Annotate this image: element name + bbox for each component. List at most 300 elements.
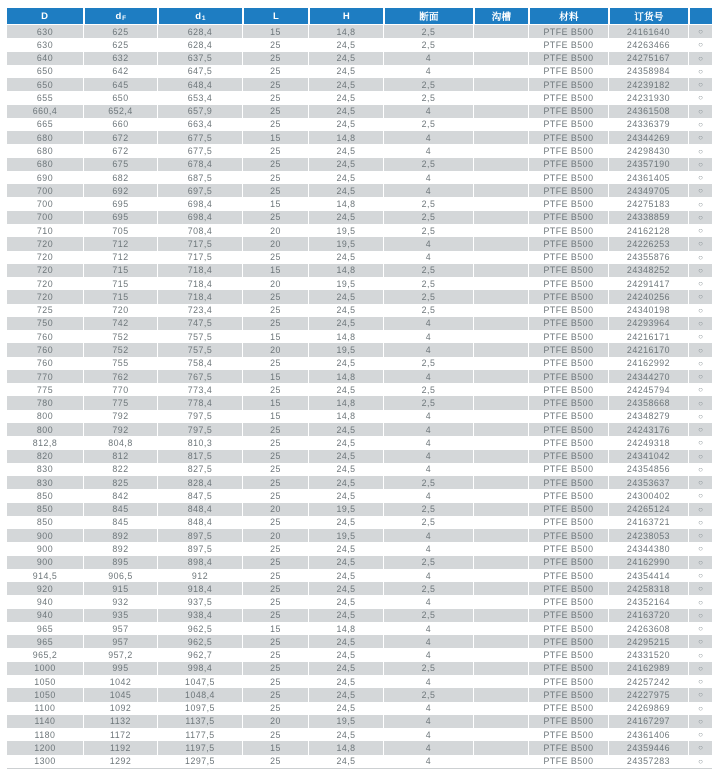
- cell-D: 830: [36, 477, 54, 488]
- cell-D: 650: [36, 79, 54, 90]
- cell-dF: 715: [83, 290, 157, 303]
- cell-material: PTFE B500: [528, 370, 608, 383]
- cell-material: PTFE B500: [528, 197, 608, 210]
- cell-order-number: 24291417: [608, 277, 688, 290]
- availability-circle-icon: ○: [688, 702, 712, 715]
- cell-dF: 822: [83, 463, 157, 476]
- cell-L: 25: [242, 595, 308, 608]
- cell-d1: 1297,5: [157, 755, 242, 768]
- column-header-label: d: [115, 10, 122, 22]
- availability-circle-icon: ○: [688, 476, 712, 489]
- cell-dF: 1292: [83, 755, 157, 768]
- cell-H: 14,8: [308, 25, 383, 38]
- cell-D: 665: [36, 119, 54, 130]
- cell-material: PTFE B500: [528, 675, 608, 688]
- table-row: [7, 755, 712, 768]
- cell-dF: 812: [83, 450, 157, 463]
- cell-d1: 758,4: [157, 357, 242, 370]
- cell-order-number: 24240256: [608, 290, 688, 303]
- cell-dF: 715: [83, 277, 157, 290]
- cell-order-number: 24349705: [608, 184, 688, 197]
- cell-D: 900: [36, 530, 54, 541]
- table-row: [7, 290, 712, 303]
- cell-order-number: 24275167: [608, 52, 688, 65]
- cell-groove: [473, 595, 528, 608]
- cell-d1: 637,5: [157, 52, 242, 65]
- cell-groove: [473, 542, 528, 555]
- cell-material: PTFE B500: [528, 755, 608, 768]
- cell-D: 812,8: [32, 437, 58, 448]
- cell-L: 25: [242, 171, 308, 184]
- cell-dF: 625: [83, 38, 157, 51]
- cell-H: 14,8: [308, 131, 383, 144]
- product-table: [7, 8, 712, 769]
- cell-d1: 747,5: [157, 317, 242, 330]
- column-header-D: [7, 8, 83, 24]
- table-row: [7, 423, 712, 436]
- cell-d1: 718,4: [157, 264, 242, 277]
- cell-groove: [473, 224, 528, 237]
- cell-cross-section: 2,5: [383, 304, 473, 317]
- table-row: [7, 436, 712, 449]
- cell-material: PTFE B500: [528, 224, 608, 237]
- cell-L: 25: [242, 609, 308, 622]
- cell-D: 680: [36, 132, 54, 143]
- availability-circle-icon: ○: [688, 516, 712, 529]
- availability-circle-icon: ○: [688, 728, 712, 741]
- cell-cross-section: 4: [383, 410, 473, 423]
- availability-circle-icon: ○: [688, 755, 712, 768]
- cell-groove: [473, 702, 528, 715]
- cell-order-number: 24348252: [608, 264, 688, 277]
- cell-cross-section: 4: [383, 542, 473, 555]
- cell-groove: [473, 197, 528, 210]
- column-header-subscript: 1: [201, 14, 206, 22]
- cell-H: 24,5: [308, 542, 383, 555]
- cell-order-number: 24245794: [608, 383, 688, 396]
- cell-D: 850: [36, 504, 54, 515]
- cell-L: 25: [242, 569, 308, 582]
- cell-dF: 695: [83, 211, 157, 224]
- table-row: [7, 503, 712, 516]
- cell-cross-section: 2,5: [383, 118, 473, 131]
- cell-D: 720: [36, 252, 54, 263]
- cell-cross-section: 2,5: [383, 78, 473, 91]
- cell-groove: [473, 529, 528, 542]
- cell-groove: [473, 569, 528, 582]
- table-row: [7, 529, 712, 542]
- table-row: [7, 688, 712, 701]
- cell-cross-section: 4: [383, 237, 473, 250]
- cell-order-number: 24263466: [608, 38, 688, 51]
- cell-H: 24,5: [308, 516, 383, 529]
- cell-dF: 845: [83, 516, 157, 529]
- cell-cross-section: 2,5: [383, 688, 473, 701]
- cell-cross-section: 4: [383, 755, 473, 768]
- cell-d1: 653,4: [157, 91, 242, 104]
- cell-H: 24,5: [308, 105, 383, 118]
- cell-D: 1300: [34, 756, 56, 767]
- cell-H: 24,5: [308, 184, 383, 197]
- cell-H: 14,8: [308, 410, 383, 423]
- cell-H: 19,5: [308, 277, 383, 290]
- table-row: [7, 330, 712, 343]
- cell-L: 25: [242, 304, 308, 317]
- table-row: [7, 741, 712, 754]
- cell-order-number: 24340198: [608, 304, 688, 317]
- cell-order-number: 24249318: [608, 436, 688, 449]
- availability-circle-icon: ○: [688, 343, 712, 356]
- column-header-label: H: [342, 10, 351, 22]
- cell-H: 24,5: [308, 582, 383, 595]
- cell-groove: [473, 410, 528, 423]
- cell-dF: 755: [83, 357, 157, 370]
- cell-D: 780: [36, 398, 54, 409]
- cell-material: PTFE B500: [528, 131, 608, 144]
- column-header-L: [242, 8, 308, 24]
- cell-groove: [473, 450, 528, 463]
- cell-groove: [473, 556, 528, 569]
- availability-circle-icon: ○: [688, 741, 712, 754]
- table-row: [7, 197, 712, 210]
- cell-H: 19,5: [308, 715, 383, 728]
- cell-order-number: 24167297: [608, 715, 688, 728]
- cell-order-number: 24293964: [608, 317, 688, 330]
- cell-L: 25: [242, 648, 308, 661]
- cell-material: PTFE B500: [528, 277, 608, 290]
- cell-dF: 957: [83, 635, 157, 648]
- cell-d1: 698,4: [157, 197, 242, 210]
- cell-order-number: 24163721: [608, 516, 688, 529]
- table-row: [7, 264, 712, 277]
- cell-d1: 1097,5: [157, 702, 242, 715]
- cell-groove: [473, 609, 528, 622]
- availability-circle-icon: ○: [688, 118, 712, 131]
- cell-groove: [473, 277, 528, 290]
- cell-material: PTFE B500: [528, 410, 608, 423]
- cell-d1: 698,4: [157, 211, 242, 224]
- cell-cross-section: 4: [383, 52, 473, 65]
- table-row: [7, 463, 712, 476]
- cell-cross-section: 4: [383, 330, 473, 343]
- cell-groove: [473, 715, 528, 728]
- cell-material: PTFE B500: [528, 542, 608, 555]
- cell-order-number: 24361508: [608, 105, 688, 118]
- table-row: [7, 343, 712, 356]
- cell-dF: 935: [83, 609, 157, 622]
- cell-groove: [473, 25, 528, 38]
- cell-groove: [473, 463, 528, 476]
- cell-L: 25: [242, 38, 308, 51]
- availability-circle-icon: ○: [688, 131, 712, 144]
- column-header-material: [528, 8, 608, 24]
- cell-d1: 817,5: [157, 450, 242, 463]
- column-header-cross-section: [383, 8, 473, 24]
- cell-groove: [473, 38, 528, 51]
- cell-d1: 648,4: [157, 78, 242, 91]
- availability-circle-icon: ○: [688, 622, 712, 635]
- cell-cross-section: 4: [383, 529, 473, 542]
- cell-groove: [473, 317, 528, 330]
- cell-d1: 718,4: [157, 277, 242, 290]
- cell-dF: 650: [83, 91, 157, 104]
- table-row: [7, 224, 712, 237]
- cell-H: 24,5: [308, 755, 383, 768]
- cell-d1: 998,4: [157, 662, 242, 675]
- cell-H: 24,5: [308, 423, 383, 436]
- cell-D: 630: [36, 39, 54, 50]
- cell-groove: [473, 52, 528, 65]
- cell-H: 24,5: [308, 211, 383, 224]
- cell-groove: [473, 357, 528, 370]
- cell-D: 640: [36, 53, 54, 64]
- cell-cross-section: 4: [383, 569, 473, 582]
- cell-L: 25: [242, 52, 308, 65]
- cell-L: 25: [242, 317, 308, 330]
- cell-H: 14,8: [308, 264, 383, 277]
- cell-cross-section: 4: [383, 317, 473, 330]
- cell-material: PTFE B500: [528, 622, 608, 635]
- cell-cross-section: 2,5: [383, 383, 473, 396]
- cell-D: 1000: [34, 663, 56, 674]
- table-row: [7, 118, 712, 131]
- cell-material: PTFE B500: [528, 556, 608, 569]
- availability-circle-icon: ○: [688, 184, 712, 197]
- cell-H: 14,8: [308, 330, 383, 343]
- cell-L: 15: [242, 622, 308, 635]
- cell-L: 25: [242, 357, 308, 370]
- table-row: [7, 251, 712, 264]
- cell-dF: 692: [83, 184, 157, 197]
- cell-H: 24,5: [308, 609, 383, 622]
- cell-L: 25: [242, 635, 308, 648]
- table-row: [7, 211, 712, 224]
- cell-order-number: 24348279: [608, 410, 688, 423]
- cell-d1: 778,4: [157, 396, 242, 409]
- cell-material: PTFE B500: [528, 715, 608, 728]
- cell-d1: 962,5: [157, 635, 242, 648]
- cell-D: 800: [36, 411, 54, 422]
- cell-groove: [473, 105, 528, 118]
- cell-cross-section: 4: [383, 144, 473, 157]
- cell-L: 20: [242, 529, 308, 542]
- table-row: [7, 410, 712, 423]
- cell-L: 25: [242, 728, 308, 741]
- cell-D: 965: [36, 636, 54, 647]
- availability-circle-icon: ○: [688, 529, 712, 542]
- cell-L: 20: [242, 715, 308, 728]
- cell-material: PTFE B500: [528, 158, 608, 171]
- availability-circle-icon: ○: [688, 662, 712, 675]
- table-row: [7, 702, 712, 715]
- cell-cross-section: 2,5: [383, 516, 473, 529]
- cell-d1: 717,5: [157, 251, 242, 264]
- cell-H: 14,8: [308, 197, 383, 210]
- availability-circle-icon: ○: [688, 52, 712, 65]
- cell-order-number: 24358984: [608, 65, 688, 78]
- cell-groove: [473, 91, 528, 104]
- cell-L: 25: [242, 702, 308, 715]
- table-row: [7, 304, 712, 317]
- cell-D: 770: [36, 371, 54, 382]
- cell-material: PTFE B500: [528, 516, 608, 529]
- cell-material: PTFE B500: [528, 463, 608, 476]
- cell-d1: 897,5: [157, 542, 242, 555]
- table-row: [7, 516, 712, 529]
- cell-D: 720: [36, 265, 54, 276]
- cell-cross-section: 4: [383, 728, 473, 741]
- cell-dF: 752: [83, 330, 157, 343]
- cell-L: 25: [242, 184, 308, 197]
- cell-L: 25: [242, 436, 308, 449]
- cell-material: PTFE B500: [528, 582, 608, 595]
- availability-circle-icon: ○: [688, 105, 712, 118]
- cell-dF: 645: [83, 78, 157, 91]
- table-row: [7, 489, 712, 502]
- cell-D: 760: [36, 331, 54, 342]
- table-row: [7, 675, 712, 688]
- table-row: [7, 370, 712, 383]
- cell-D: 850: [36, 517, 54, 528]
- cell-D: 700: [36, 185, 54, 196]
- cell-L: 25: [242, 582, 308, 595]
- table-row: [7, 662, 712, 675]
- availability-circle-icon: ○: [688, 410, 712, 423]
- table-row: [7, 476, 712, 489]
- cell-L: 25: [242, 516, 308, 529]
- cell-cross-section: 2,5: [383, 224, 473, 237]
- cell-cross-section: 2,5: [383, 158, 473, 171]
- cell-dF: 845: [83, 503, 157, 516]
- cell-material: PTFE B500: [528, 118, 608, 131]
- cell-D: 700: [36, 199, 54, 210]
- availability-circle-icon: ○: [688, 251, 712, 264]
- table-row: [7, 65, 712, 78]
- cell-D: 660,4: [32, 106, 58, 117]
- cell-D: 655: [36, 92, 54, 103]
- table-row: [7, 609, 712, 622]
- cell-d1: 797,5: [157, 423, 242, 436]
- cell-groove: [473, 489, 528, 502]
- cell-cross-section: 2,5: [383, 277, 473, 290]
- cell-groove: [473, 343, 528, 356]
- cell-H: 24,5: [308, 595, 383, 608]
- cell-dF: 625: [83, 25, 157, 38]
- cell-groove: [473, 131, 528, 144]
- cell-D: 820: [36, 451, 54, 462]
- cell-dF: 892: [83, 529, 157, 542]
- cell-order-number: 24161640: [608, 25, 688, 38]
- cell-H: 24,5: [308, 158, 383, 171]
- cell-cross-section: 4: [383, 450, 473, 463]
- cell-cross-section: 4: [383, 741, 473, 754]
- cell-order-number: 24216171: [608, 330, 688, 343]
- cell-D: 680: [36, 146, 54, 157]
- cell-material: PTFE B500: [528, 383, 608, 396]
- cell-groove: [473, 688, 528, 701]
- cell-material: PTFE B500: [528, 290, 608, 303]
- cell-material: PTFE B500: [528, 476, 608, 489]
- table-row: [7, 158, 712, 171]
- cell-groove: [473, 516, 528, 529]
- cell-d1: 628,4: [157, 25, 242, 38]
- cell-L: 20: [242, 343, 308, 356]
- cell-groove: [473, 330, 528, 343]
- cell-groove: [473, 264, 528, 277]
- cell-L: 25: [242, 463, 308, 476]
- cell-material: PTFE B500: [528, 237, 608, 250]
- cell-material: PTFE B500: [528, 741, 608, 754]
- table-header-row: [7, 8, 712, 25]
- cell-order-number: 24162989: [608, 662, 688, 675]
- availability-circle-icon: ○: [688, 158, 712, 171]
- cell-L: 25: [242, 755, 308, 768]
- cell-dF: 752: [83, 343, 157, 356]
- cell-cross-section: 4: [383, 595, 473, 608]
- table-row: [7, 91, 712, 104]
- cell-H: 24,5: [308, 383, 383, 396]
- cell-groove: [473, 251, 528, 264]
- table-row: [7, 105, 712, 118]
- column-header-H: [308, 8, 383, 24]
- cell-order-number: 24275183: [608, 197, 688, 210]
- cell-material: PTFE B500: [528, 423, 608, 436]
- availability-circle-icon: ○: [688, 91, 712, 104]
- cell-material: PTFE B500: [528, 144, 608, 157]
- availability-circle-icon: ○: [688, 290, 712, 303]
- cell-d1: 1177,5: [157, 728, 242, 741]
- table-row: [7, 715, 712, 728]
- availability-circle-icon: ○: [688, 197, 712, 210]
- cell-material: PTFE B500: [528, 317, 608, 330]
- cell-order-number: 24331520: [608, 648, 688, 661]
- cell-d1: 1047,5: [157, 675, 242, 688]
- cell-groove: [473, 290, 528, 303]
- cell-cross-section: 4: [383, 436, 473, 449]
- cell-groove: [473, 755, 528, 768]
- cell-cross-section: 4: [383, 105, 473, 118]
- cell-order-number: 24257242: [608, 675, 688, 688]
- cell-d1: 767,5: [157, 370, 242, 383]
- table-row: [7, 78, 712, 91]
- cell-D: 690: [36, 172, 54, 183]
- cell-D: 700: [36, 212, 54, 223]
- availability-circle-icon: ○: [688, 171, 712, 184]
- cell-d1: 657,9: [157, 105, 242, 118]
- table-row: [7, 38, 712, 51]
- table-row: [7, 542, 712, 555]
- cell-cross-section: 2,5: [383, 197, 473, 210]
- cell-dF: 1045: [83, 688, 157, 701]
- availability-circle-icon: ○: [688, 78, 712, 91]
- cell-cross-section: 4: [383, 370, 473, 383]
- table-row: [7, 556, 712, 569]
- cell-H: 24,5: [308, 304, 383, 317]
- availability-circle-icon: ○: [688, 503, 712, 516]
- column-header-label: d: [195, 10, 202, 22]
- cell-order-number: 24344380: [608, 542, 688, 555]
- cell-dF: 682: [83, 171, 157, 184]
- cell-groove: [473, 396, 528, 409]
- cell-D: 940: [36, 597, 54, 608]
- availability-circle-icon: ○: [688, 688, 712, 701]
- cell-D: 965,2: [32, 650, 58, 661]
- availability-circle-icon: ○: [688, 569, 712, 582]
- cell-cross-section: 2,5: [383, 503, 473, 516]
- cell-groove: [473, 144, 528, 157]
- cell-H: 14,8: [308, 396, 383, 409]
- cell-D: 760: [36, 358, 54, 369]
